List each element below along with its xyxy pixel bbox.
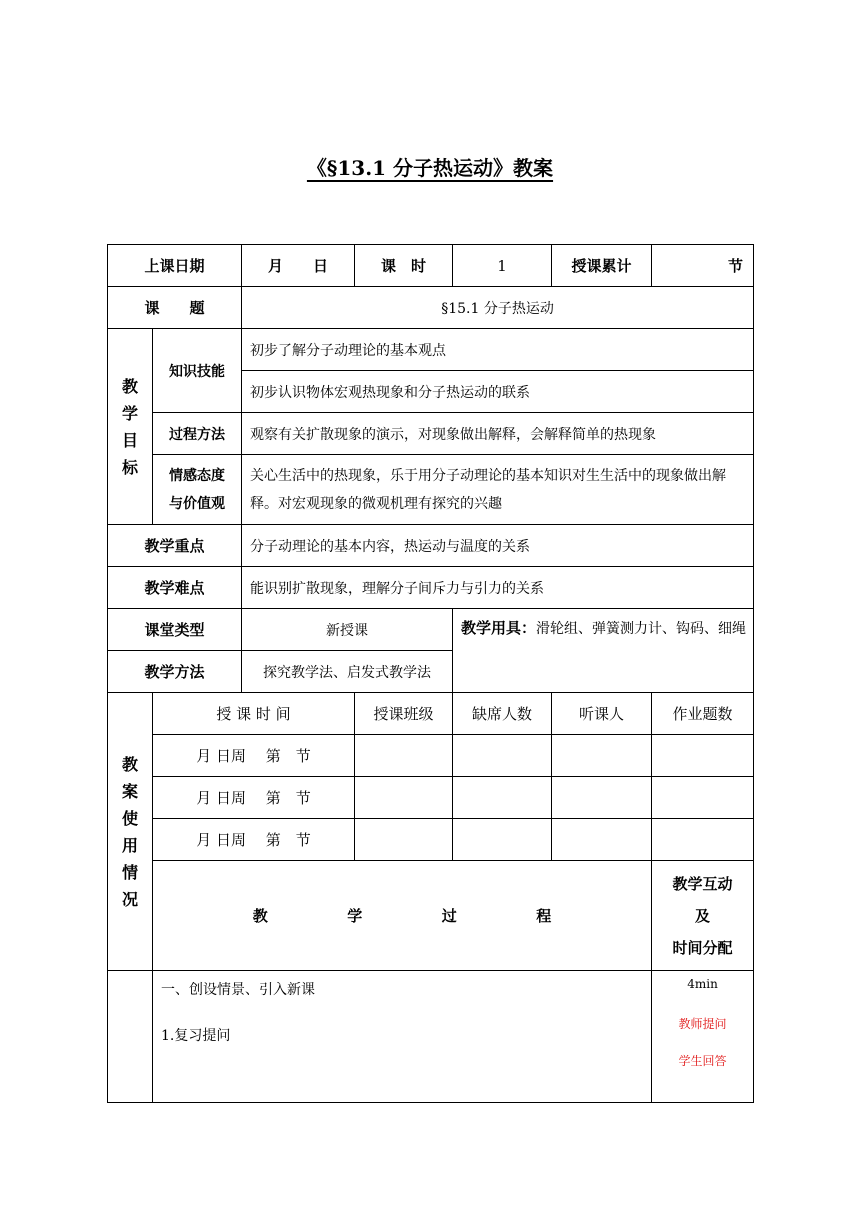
emotion-label: 情感态度 与价值观 [153,455,242,525]
usage-header-time: 授 课 时 间 [153,693,355,735]
teaching-tools: 教学用具：滑轮组、弹簧测力计、钩码、细绳 [453,609,754,693]
usage-label: 教 案 使 用 情 况 [108,693,153,971]
usage-cell [355,819,453,861]
usage-cell [652,777,754,819]
usage-cell [652,735,754,777]
usage-row-time: 月 日周 第 节 [153,777,355,819]
usage-cell [453,735,552,777]
lesson-plan-table [107,244,754,1103]
date-label: 上课日期 [108,245,242,287]
month-day: 月 日 [242,245,355,287]
usage-cell [652,819,754,861]
page-title: 《§13.1 分子热运动》教案 [306,156,554,180]
usage-header-class: 授课班级 [355,693,453,735]
note-teacher: 教师提问 [678,1017,727,1031]
process-method-value: 观察有关扩散现象的演示，对现象做出解释，会解释简单的热现象 [242,413,754,455]
note-student: 学生回答 [678,1054,727,1068]
usage-cell [453,819,552,861]
process-method-label: 过程方法 [153,413,242,455]
usage-cell [355,777,453,819]
objectives-label: 教 学 目 标 [108,329,153,525]
section-unit: 节 [652,245,754,287]
period-label: 课 时 [355,245,453,287]
difficulty-value: 能识别扩散现象，理解分子间斥力与引力的关系 [242,567,754,609]
knowledge-label: 知识技能 [153,329,242,413]
usage-cell [453,777,552,819]
usage-row-time: 月 日周 第 节 [153,735,355,777]
knowledge-item-1: 初步了解分子动理论的基本观点 [242,329,754,371]
class-type-label: 课堂类型 [108,609,242,651]
topic-label: 课 题 [108,287,242,329]
usage-cell [552,735,652,777]
key-point-value: 分子动理论的基本内容，热运动与温度的关系 [242,525,754,567]
content-notes [652,971,754,1103]
usage-row-time: 月 日周 第 节 [153,819,355,861]
time-allocation: 4min [687,977,718,991]
usage-cell [552,777,652,819]
difficulty-label: 教学难点 [108,567,242,609]
knowledge-item-2: 初步认识物体宏观热现象和分子热运动的联系 [242,371,754,413]
usage-cell [355,735,453,777]
content-body [153,971,652,1103]
method-label: 教学方法 [108,651,242,693]
usage-header-observer: 听课人 [552,693,652,735]
interaction-time-header: 教学互动 及 时间分配 [652,861,754,971]
usage-header-homework: 作业题数 [652,693,754,735]
period-value: 1 [453,245,552,287]
class-type-value: 新授课 [242,609,453,651]
key-point-label: 教学重点 [108,525,242,567]
usage-header-absent: 缺席人数 [453,693,552,735]
content-left-margin [108,971,153,1103]
process-title: 教 学 过 程 [153,861,652,971]
step-1: 一、创设情景、引入新课 [161,982,315,998]
topic-value: §15.1 分子热运动 [242,287,754,329]
usage-cell [552,819,652,861]
emotion-value: 关心生活中的热现象，乐于用分子动理论的基本知识对生生活中的现象做出解释。对宏观现象的微观机理有探究的兴趣 [242,455,754,525]
method-value: 探究教学法、启发式教学法 [242,651,453,693]
cumulative-label: 授课累计 [552,245,652,287]
step-1-1: 1.复习提问 [161,1028,231,1044]
